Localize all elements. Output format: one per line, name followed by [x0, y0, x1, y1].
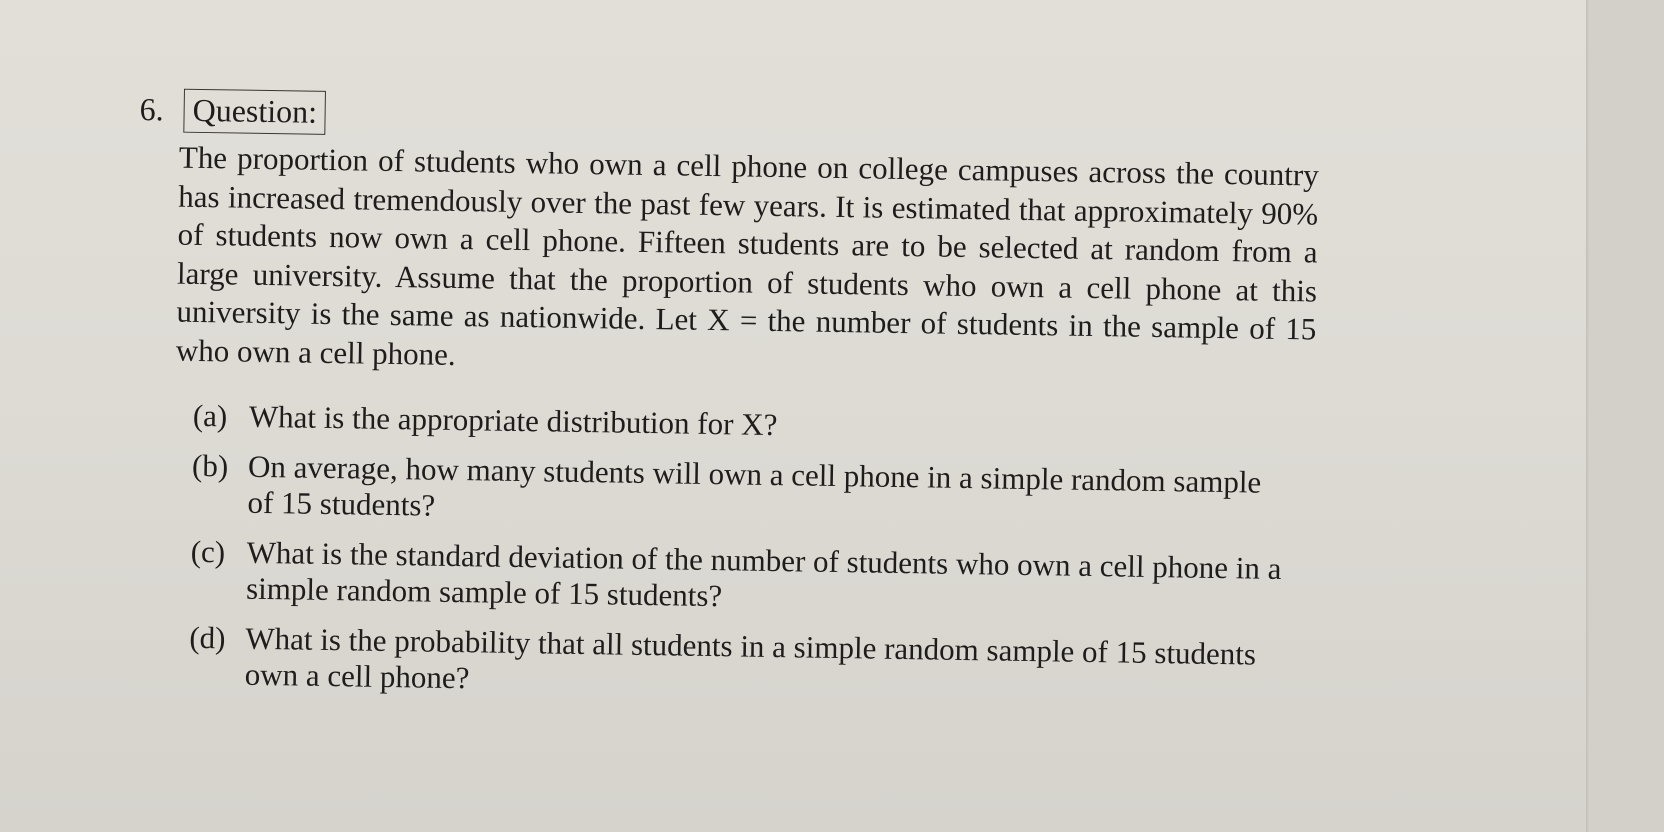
part-text: What is the standard deviation of the number of students who own a cell phone in a simple random sample of 15 students? — [245, 534, 1282, 614]
question-stem: The proportion of students who own a cell phone on college campuses across the country has increased tremendously over the past few years. It is estimated that approximately 90% of students now own a cell phone. Fifteen students are to be selected at random from a large university. Assume that the proportion of students who own a cell phone at this university is the same as nationwide. Let X = the number of students in the sample of 15 who own a cell phone. — [175, 139, 1320, 372]
question-part-c — [190, 534, 1291, 623]
question-part-b — [191, 448, 1292, 537]
part-text: What is the appropriate distribution for X? — [248, 398, 778, 443]
question-label-box: Question: — [183, 89, 326, 135]
part-text: What is the probability that all students in a simple random sample of 15 students own a cell phone? — [244, 620, 1257, 696]
question-part-d — [189, 620, 1290, 709]
part-letter: (b) — [191, 447, 229, 484]
background-surface — [1589, 0, 1664, 832]
part-letter: (c) — [190, 533, 226, 570]
question-part-a — [193, 398, 1293, 451]
part-text: On average, how many students will own a cell phone in a simple random sample of 15 students? — [247, 448, 1262, 523]
question-block — [130, 88, 1390, 727]
part-letter: (a) — [192, 397, 228, 434]
part-letter: (d) — [189, 619, 226, 656]
question-parts-list — [189, 398, 1293, 709]
question-number: 6. — [139, 90, 164, 128]
